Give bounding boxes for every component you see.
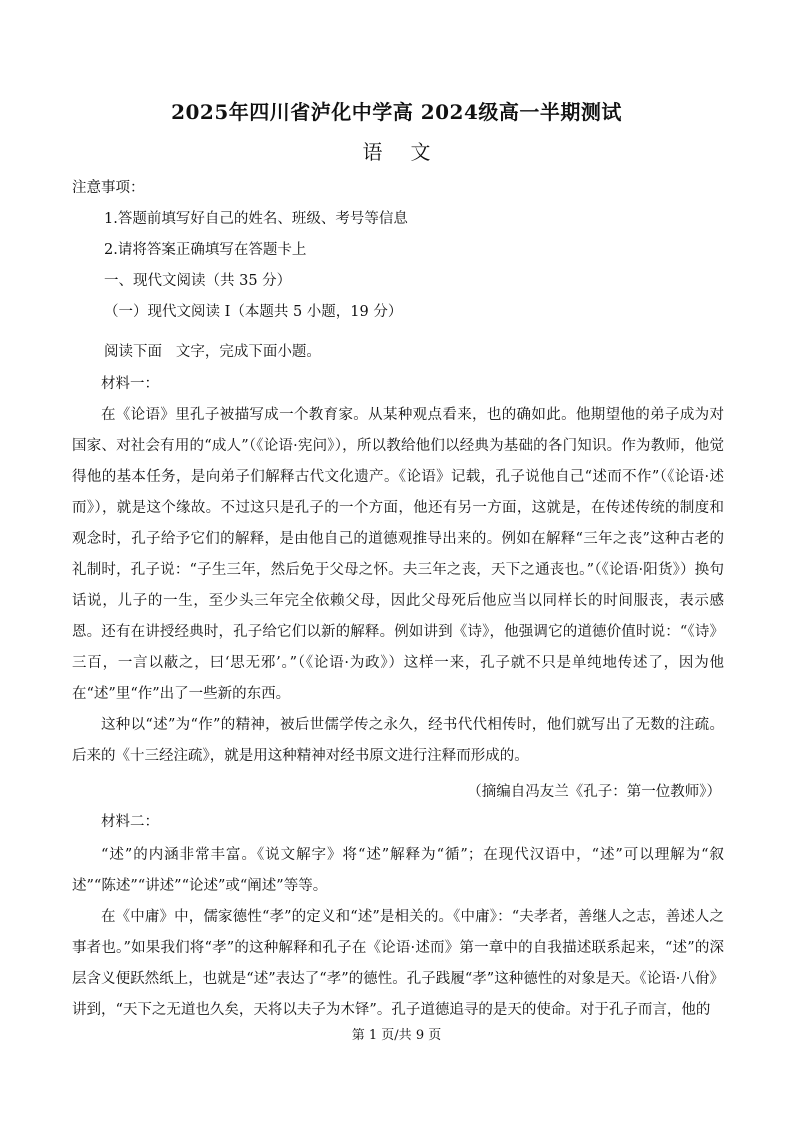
material-1-source: （摘编自冯友兰《孔子：第一位教师》） [467,784,721,800]
notice-item-1: 1.答题前填写好自己的姓名、班级、考号等信息 [104,211,408,227]
material-2-paragraph-1: “述”的内涵非常丰富。《说文解字》将“述”解释为“循”；在现代汉语中，“述”可以理解为“叙述”“陈述”“讲述”“论述”或“阐述”等等。 [72,847,724,894]
material-1-paragraph-2: 这种以“述”为“作”的精神，被后世儒学传之永久，经书代代相传时，他们就写出了无数的注疏。后来的《十三经注疏》，就是用这种精神对经书原文进行注释而形成的。 [72,717,724,764]
material-1-paragraph-1: 在《论语》里孔子被描写成一个教育家。从某种观点看来，也的确如此。他期望他的弟子成为对国家、对社会有用的“成人”（《论语·宪问》），所以教给他们以经典为基础的各门知识。作为教师，他觉得他的基本任务，是向弟子们解释古代文化遗产。《论语》记载，孔子说他自己“述而不作”（《论语·述而》），就是这个缘故。不过这只是孔子的一个方面，他还有另一方面，这就是，在传述传统的制度和观念时，孔子给予它们的解释，是由他自己的道德观推导出来的。例如在解释“三年之丧”这种古老的礼制时，孔子说：“子生三年，然后免于父母之怀。夫三年之丧，天下之通丧也。”（《论语·阳货》）换句话说，儿子的一生，至少头三年完全依赖父母，因此父母死后他应当以同样长的时间服丧，表示感恩。还有在讲授经典时，孔子给它们以新的解释。例如讲到《诗》，他强调它的道德价值时说：“《诗》三百，一言以蔽之，曰‘思无邪’。”（《论语·为政》）这样一来，孔子就不只是单纯地传述了，因为他在“述”里“作”出了一些新的东西。 [72,407,724,702]
subject-title: 语文 [362,140,459,164]
page-number: 第 1 页/共 9 页 [351,1028,442,1043]
material-2-label: 材料二： [101,814,159,830]
section-subheading: （一）现代文阅读 I（本题共 5 小题，19 分） [104,304,403,320]
material-1-label: 材料一： [101,376,159,392]
notice-item-2: 2.请将答案正确填写在答题卡上 [104,242,307,258]
section-heading: 一、现代文阅读（共 35 分） [104,273,292,289]
reading-instruction: 阅读下面 文字，完成下面小题。 [104,344,321,360]
material-2-paragraph-2: 在《中庸》中，儒家德性“孝”的定义和“述”是相关的。《中庸》：“夫孝者，善继人之志，善述人之事者也。”如果我们将“孝”的这种解释和孔子在《论语·述而》第一章中的自我描述联系起来，“述”的深层含义便跃然纸上，也就是“述”表达了“孝”的德性。孔子践履“孝”这种德性的对象是天。《论语·八佾》讲到，“天下之无道也久矣，天将以夫子为木铎”。孔子道德追寻的是天的使命。对于孔子而言，他的 [72,909,724,1018]
notice-heading: 注意事项： [72,180,145,196]
exam-title: 2025年四川省泸化中学高 2024级高一半期测试 [171,100,622,124]
